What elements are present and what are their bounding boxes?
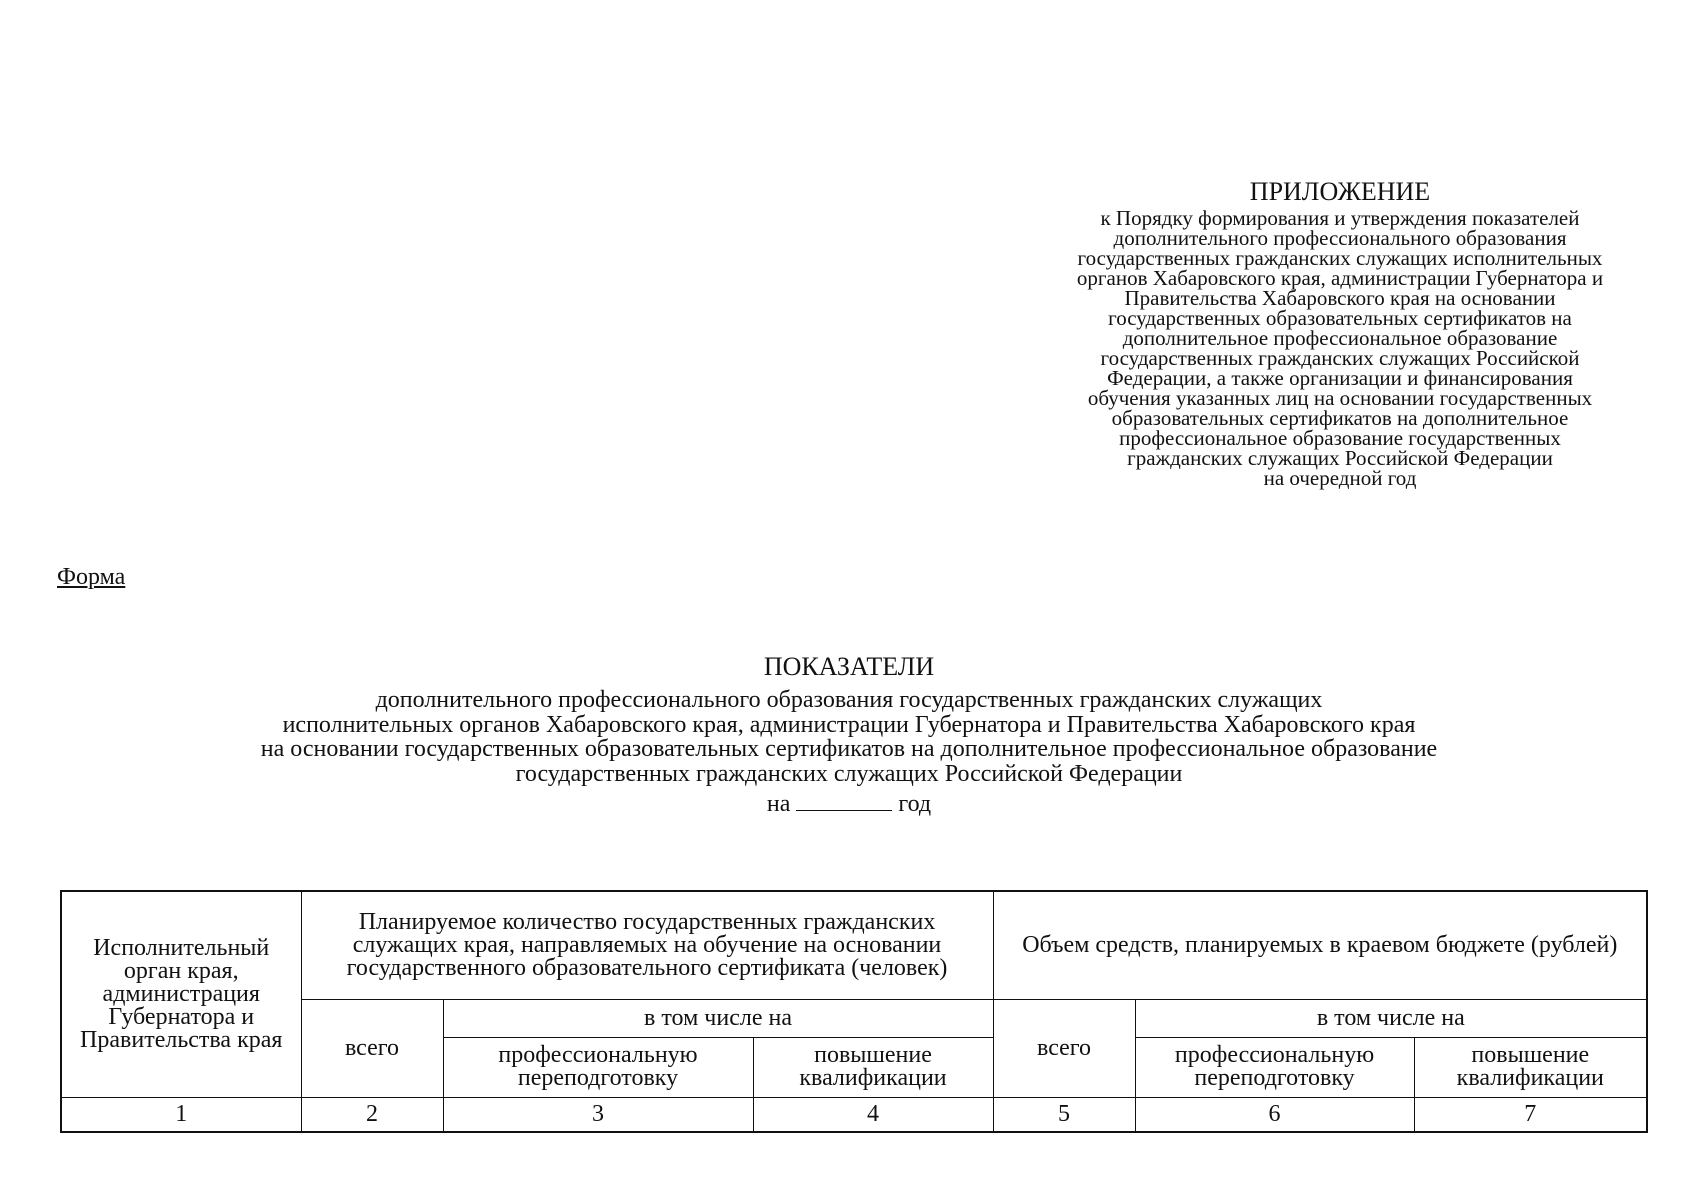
column-number: 1	[61, 1097, 301, 1132]
heading-line: дополнительного профессионального образования государственных гражданских служащих	[375, 687, 1323, 713]
heading-year-line	[0, 790, 1698, 818]
column-number-row	[61, 1097, 1647, 1132]
appendix-line: к Порядку формирования и утверждения показателей	[1100, 206, 1580, 230]
appendix-line: Федерации, а также организации и финансирования	[1107, 366, 1573, 390]
group-budget-header: Объем средств, планируемых в краевом бюджете (рублей)	[993, 891, 1647, 999]
table-header-row	[61, 891, 1647, 999]
col-retraining-count-header: профессиональную переподготовку	[443, 1037, 753, 1097]
appendix-line: образовательных сертификатов на дополнительное	[1111, 406, 1569, 430]
appendix-line: органов Хабаровского края, администрации Губернатора и	[1076, 266, 1604, 290]
col-total-budget-header: всего	[993, 999, 1135, 1097]
year-blank-field	[796, 792, 892, 811]
column-number: 4	[753, 1097, 993, 1132]
appendix-line: Правительства Хабаровского края на основании	[1124, 286, 1556, 310]
appendix-line: дополнительное профессиональное образование	[1122, 326, 1558, 350]
col-qualification-budget-header: повышение квалификации	[1414, 1037, 1647, 1097]
indicators-table	[60, 890, 1648, 1133]
heading-line: исполнительных органов Хабаровского края, администрации Губернатора и Правительства Хабаровского края	[282, 711, 1416, 738]
document-heading	[0, 652, 1698, 818]
appendix-block	[1010, 178, 1670, 488]
column-number: 2	[301, 1097, 443, 1132]
appendix-line: профессиональное образование государственных	[1119, 426, 1561, 450]
col-total-count-header: всего	[301, 999, 443, 1097]
column-number: 7	[1414, 1097, 1647, 1132]
including-budget-header: в том числе на	[1135, 999, 1647, 1037]
form-label: Форма	[57, 564, 126, 590]
heading-title: ПОКАЗАТЕЛИ	[763, 652, 935, 681]
column-number: 6	[1135, 1097, 1414, 1132]
appendix-line: государственных образовательных сертификатов на	[1108, 306, 1572, 330]
appendix-line: гражданских служащих Российской Федерации	[1127, 446, 1553, 470]
appendix-line: государственных гражданских служащих исполнительных	[1077, 246, 1603, 270]
heading-line: на основании государственных образовательных сертификатов на дополнительное профессиональное образование	[260, 736, 1438, 762]
column-number: 5	[993, 1097, 1135, 1132]
appendix-title: ПРИЛОЖЕНИЕ	[1249, 177, 1431, 206]
appendix-line: обучения указанных лиц на основании государственных	[1087, 386, 1593, 410]
heading-line: государственных гражданских служащих Российской Федерации	[515, 760, 1183, 787]
appendix-line: на очередной год	[1263, 466, 1417, 490]
col-executive-body-header: Исполнительный орган края, администрация Губернатора и Правительства края	[61, 891, 301, 1097]
including-count-header: в том числе на	[443, 999, 993, 1037]
column-number: 3	[443, 1097, 753, 1132]
col-retraining-budget-header: профессиональную переподготовку	[1135, 1037, 1414, 1097]
appendix-line: дополнительного профессионального образования	[1113, 226, 1567, 250]
year-prefix: на	[766, 791, 791, 817]
group-planned-count-header: Планируемое количество государственных гражданских служащих края, направляемых на обучение на основании государственного образовательного сертификата (человек)	[301, 891, 993, 999]
appendix-line: государственных гражданских служащих Российской	[1100, 346, 1580, 370]
year-suffix: год	[898, 791, 932, 817]
col-qualification-count-header: повышение квалификации	[753, 1037, 993, 1097]
